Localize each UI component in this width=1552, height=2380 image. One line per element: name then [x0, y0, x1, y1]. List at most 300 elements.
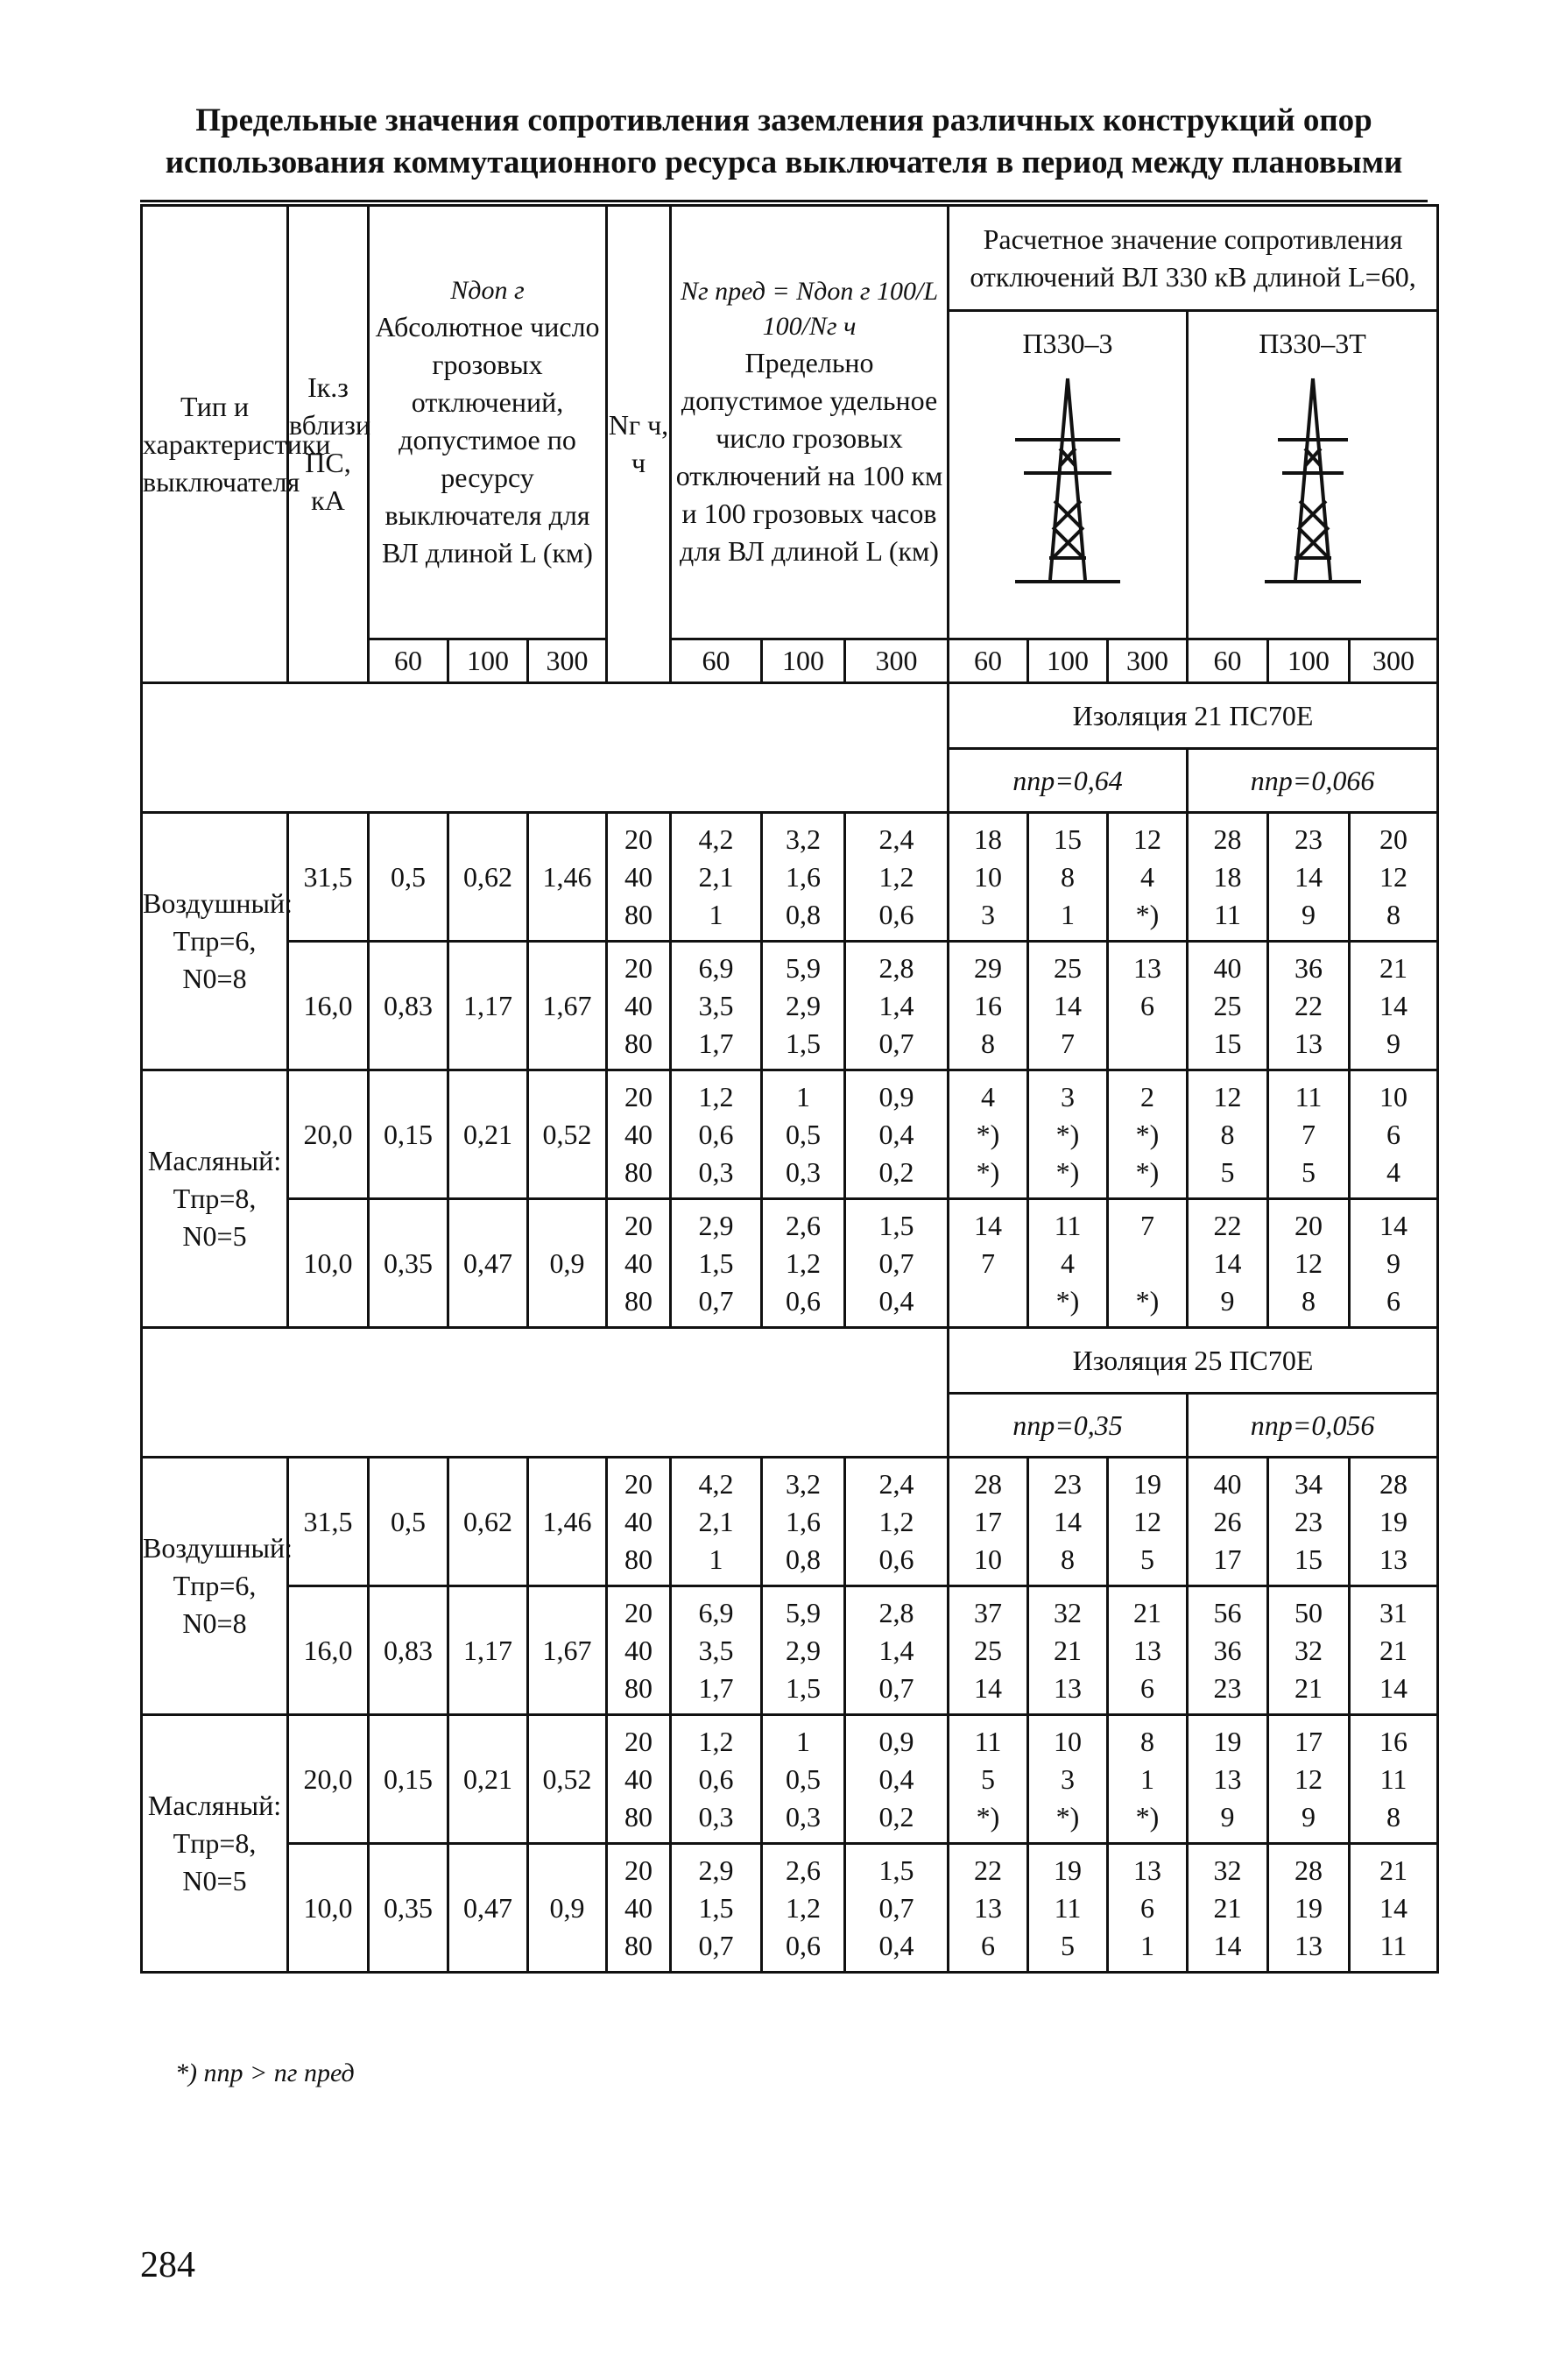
r1-value-line: 14 [974, 1209, 1002, 1241]
r1-value-line: 3 [1061, 1762, 1075, 1795]
header-resistance: Расчетное значение сопротивления отключений ВЛ 330 кВ длиной L=60, [949, 206, 1438, 311]
r1-value-line: 13 [1133, 1634, 1161, 1666]
r2-value-line: 6 [1386, 1118, 1401, 1150]
npred-value-line: 2,4 [878, 1467, 914, 1500]
ndop-value: 0,62 [448, 1458, 528, 1586]
r2-value-line: 15 [1213, 1027, 1242, 1059]
npred-value-line: 2,1 [698, 860, 734, 893]
npred-value [671, 813, 762, 942]
r1-value-line: 10 [974, 1543, 1002, 1575]
ndop-value: 0,5 [369, 813, 448, 942]
r1-value [949, 942, 1028, 1070]
r1-value-line [1109, 1025, 1186, 1063]
grounding-resistance-table [140, 204, 1439, 1974]
npr-tower-2: nпр=0,056 [1188, 1394, 1438, 1458]
ndop-value: 0,62 [448, 813, 528, 942]
r1-value-line: 32 [1054, 1596, 1082, 1628]
ik-value: 10,0 [288, 1199, 369, 1328]
r2-value-line: 20 [1295, 1209, 1323, 1241]
r2-value-line: 8 [1386, 898, 1401, 930]
ndop-value: 0,35 [369, 1199, 448, 1328]
r2-value-line: 36 [1295, 951, 1323, 984]
empty-cell [142, 683, 949, 813]
r2-value [1268, 1458, 1350, 1586]
table-row [142, 942, 1438, 1070]
npred-value [671, 1199, 762, 1328]
npred-value-line: 1,5 [786, 1671, 821, 1704]
r2-value [1350, 1844, 1438, 1973]
r1-value-line: 18 [974, 823, 1002, 855]
len-r1-100: 100 [1028, 639, 1108, 683]
r2-value-line: 40 [1213, 1467, 1242, 1500]
npred-value-line: 1,5 [878, 1854, 914, 1886]
npred-value-line: 2,8 [878, 1596, 914, 1628]
ngch-value-line: 40 [624, 989, 653, 1021]
ndop-value: 0,15 [369, 1070, 448, 1199]
ndop-value: 0,47 [448, 1844, 528, 1973]
page-title-line-1: Предельные значения сопротивления заземления различных конструкций опор [195, 102, 1372, 138]
table-body [142, 206, 1438, 1973]
ngch-value-line: 20 [624, 1596, 653, 1628]
r2-value-line: 22 [1213, 1209, 1242, 1241]
r2-value-line: 36 [1213, 1634, 1242, 1666]
ngch-value [607, 1199, 671, 1328]
r2-value-line: 4 [1386, 1155, 1401, 1188]
npred-value-line: 0,7 [878, 1891, 914, 1924]
footnote: *) nпр > nг пред [175, 2059, 355, 2087]
table-row [142, 1715, 1438, 1844]
r2-value-line: 17 [1213, 1543, 1242, 1575]
table-row [142, 1586, 1438, 1715]
r1-value-line: 8 [981, 1027, 995, 1059]
r1-value [1108, 942, 1188, 1070]
ngch-value-line: 40 [624, 1505, 653, 1537]
r1-value-line: *) [1135, 1284, 1160, 1317]
npred-value [762, 1070, 845, 1199]
npred-value-line: 0,6 [698, 1762, 734, 1795]
r2-value-line: 12 [1295, 1246, 1323, 1279]
ngch-value-line: 20 [624, 1725, 653, 1757]
r1-value [1028, 813, 1108, 942]
npred-value-line: 0,4 [878, 1118, 914, 1150]
r1-value [1028, 1715, 1108, 1844]
r2-value-line: 56 [1213, 1596, 1242, 1628]
r2-value-line: 8 [1302, 1284, 1316, 1317]
npred-value-line: 0,2 [878, 1800, 914, 1833]
r2-value-line: 12 [1213, 1080, 1242, 1112]
r2-value-line: 12 [1379, 860, 1408, 893]
npred-value-line: 0,7 [878, 1671, 914, 1704]
ngch-value [607, 942, 671, 1070]
len-r1-300: 300 [1108, 639, 1188, 683]
ndop-value: 0,15 [369, 1715, 448, 1844]
len-r1-60: 60 [949, 639, 1028, 683]
breaker-type: Воздушный: Tпр=6, N0=8 [142, 1458, 288, 1715]
npred-value [762, 1586, 845, 1715]
r2-value-line: 25 [1213, 989, 1242, 1021]
ndop-value: 0,52 [528, 1070, 607, 1199]
r2-value-line: 5 [1302, 1155, 1316, 1188]
r2-value-line: 16 [1379, 1725, 1408, 1757]
r1-value [1028, 1458, 1108, 1586]
r1-value-line: 28 [974, 1467, 1002, 1500]
r2-value-line: 17 [1295, 1725, 1323, 1757]
tower-1-label: П330–3 [1022, 328, 1113, 359]
r1-value-line: 7 [981, 1246, 995, 1279]
r2-value-line: 6 [1386, 1284, 1401, 1317]
page-title-line-2: использования коммутационного ресурса выключателя в период между плановыми [165, 145, 1403, 180]
npred-value-line: 2,8 [878, 951, 914, 984]
r1-value-line: 10 [974, 860, 1002, 893]
npred-value-line: 1 [709, 898, 723, 930]
r2-value-line: 34 [1295, 1467, 1323, 1500]
ngch-value-line: 80 [624, 1800, 653, 1833]
tower-p330-3-icon [1011, 370, 1125, 589]
len-r2-300: 300 [1350, 639, 1438, 683]
r2-value-line: 13 [1295, 1929, 1323, 1961]
r2-value [1268, 1199, 1350, 1328]
r1-value [1028, 1844, 1108, 1973]
r2-value-line: 19 [1379, 1505, 1408, 1537]
r2-value [1268, 1070, 1350, 1199]
r1-value-line: 10 [1054, 1725, 1082, 1757]
npred-value-line: 5,9 [786, 1596, 821, 1628]
r1-value-line: *) [976, 1155, 1000, 1188]
ndop-value: 0,52 [528, 1715, 607, 1844]
r2-value-line: 32 [1295, 1634, 1323, 1666]
npred-value-line: 4,2 [698, 1467, 734, 1500]
npred-value [671, 1715, 762, 1844]
npred-value-line: 1,6 [786, 1505, 821, 1537]
ndop-value: 0,5 [369, 1458, 448, 1586]
npr-tower-1: nпр=0,64 [949, 749, 1188, 813]
r2-value-line: 9 [1386, 1027, 1401, 1059]
npred-value-line: 0,5 [786, 1762, 821, 1795]
npred-value-line: 1 [796, 1080, 810, 1112]
r2-value-line: 9 [1302, 898, 1316, 930]
r2-value [1188, 942, 1268, 1070]
npred-value-line: 2,9 [786, 1634, 821, 1666]
len-npred-100: 100 [762, 639, 845, 683]
r1-value-line: 8 [1140, 1725, 1154, 1757]
npred-value [671, 942, 762, 1070]
npred-value-line: 2,6 [786, 1854, 821, 1886]
r1-value-line: 23 [1054, 1467, 1082, 1500]
npred-value-line: 2,1 [698, 1505, 734, 1537]
r1-value-line: 5 [1061, 1929, 1075, 1961]
npred-value-line: 0,3 [786, 1800, 821, 1833]
r1-value [949, 1586, 1028, 1715]
ndop-value: 0,9 [528, 1199, 607, 1328]
ndop-value: 0,83 [369, 1586, 448, 1715]
ngch-value-line: 40 [624, 1118, 653, 1150]
r1-value [949, 1715, 1028, 1844]
npred-value-line: 1,4 [878, 1634, 914, 1666]
len-npred-60: 60 [671, 639, 762, 683]
r1-value [1028, 1070, 1108, 1199]
header-npred-formula: Nг пред = Nдоп г 100/L 100/Nг ч [680, 277, 939, 341]
r1-value-line: *) [1135, 1800, 1160, 1833]
ngch-value-line: 20 [624, 823, 653, 855]
ndop-value: 1,17 [448, 1586, 528, 1715]
breaker-type: Масляный: Tпр=8, N0=5 [142, 1070, 288, 1328]
r2-value-line: 28 [1379, 1467, 1408, 1500]
npred-value-line: 0,7 [878, 1246, 914, 1279]
header-type: Тип и характеристики выключателя [142, 206, 288, 683]
r1-value-line: 17 [974, 1505, 1002, 1537]
r1-value-line: 3 [981, 898, 995, 930]
npred-value [845, 1070, 949, 1199]
r1-value-line: *) [1055, 1800, 1080, 1833]
header-tower-1 [949, 311, 1188, 639]
r1-value-line: 16 [974, 989, 1002, 1021]
r2-value-line: 8 [1220, 1118, 1235, 1150]
len-npred-300: 300 [845, 639, 949, 683]
ngch-value [607, 1586, 671, 1715]
r1-value-line: 4 [1140, 860, 1154, 893]
npred-value-line: 5,9 [786, 951, 821, 984]
npred-value [845, 1715, 949, 1844]
ngch-value-line: 40 [624, 1891, 653, 1924]
r1-value [949, 1844, 1028, 1973]
ik-value: 16,0 [288, 942, 369, 1070]
npred-value-line: 0,6 [786, 1929, 821, 1961]
r2-value [1188, 1715, 1268, 1844]
r2-value-line: 15 [1295, 1543, 1323, 1575]
r2-value-line: 23 [1213, 1671, 1242, 1704]
npred-value-line: 0,6 [698, 1118, 734, 1150]
len-ndop-100: 100 [448, 639, 528, 683]
ngch-value-line: 80 [624, 1543, 653, 1575]
npred-value [845, 1844, 949, 1973]
r1-value-line: *) [1135, 1155, 1160, 1188]
npred-value-line: 0,3 [786, 1155, 821, 1188]
npred-value-line: 1,2 [786, 1246, 821, 1279]
r2-value-line: 9 [1386, 1246, 1401, 1279]
r1-value-line: 7 [1061, 1027, 1075, 1059]
r2-value-line: 8 [1386, 1800, 1401, 1833]
insulation-row [142, 1328, 1438, 1394]
header-ndop [369, 206, 607, 639]
ndop-value: 1,46 [528, 1458, 607, 1586]
npr-tower-2: nпр=0,066 [1188, 749, 1438, 813]
ngch-value-line: 80 [624, 1929, 653, 1961]
ndop-value: 1,46 [528, 813, 607, 942]
npred-value-line: 0,6 [878, 1543, 914, 1575]
ngch-value-line: 20 [624, 951, 653, 984]
r1-value-line: 4 [1061, 1246, 1075, 1279]
page-number: 284 [140, 2245, 195, 2285]
npred-value [845, 813, 949, 942]
header-npred [671, 206, 949, 639]
r1-value-line: 25 [1054, 951, 1082, 984]
ngch-value-line: 40 [624, 1246, 653, 1279]
npred-value-line: 1,5 [698, 1891, 734, 1924]
r1-value [949, 1070, 1028, 1199]
npred-value-line: 1,2 [786, 1891, 821, 1924]
r1-value-line: 21 [1054, 1634, 1082, 1666]
npred-value [845, 1458, 949, 1586]
r1-value-line: 5 [981, 1762, 995, 1795]
npred-value-line: 3,2 [786, 823, 821, 855]
r2-value-line: 21 [1295, 1671, 1323, 1704]
npred-value-line: 0,3 [698, 1800, 734, 1833]
r2-value [1268, 942, 1350, 1070]
table-row [142, 1844, 1438, 1973]
table-row [142, 1458, 1438, 1586]
ngch-value-line: 80 [624, 1027, 653, 1059]
ndop-value: 1,67 [528, 1586, 607, 1715]
r1-value-line: 11 [1054, 1209, 1082, 1241]
r1-value-line: *) [1055, 1155, 1080, 1188]
header-ngch: Nг ч, ч [607, 206, 671, 683]
npred-value-line: 2,6 [786, 1209, 821, 1241]
r2-value-line: 20 [1379, 823, 1408, 855]
breaker-type: Воздушный: Tпр=6, N0=8 [142, 813, 288, 1070]
ik-value: 20,0 [288, 1070, 369, 1199]
r2-value [1350, 1458, 1438, 1586]
r2-value-line: 14 [1295, 860, 1323, 893]
r2-value-line: 40 [1213, 951, 1242, 984]
npred-value-line: 1,2 [878, 860, 914, 893]
r2-value-line: 23 [1295, 1505, 1323, 1537]
ik-value: 16,0 [288, 1586, 369, 1715]
npred-value-line: 2,9 [786, 989, 821, 1021]
r1-value-line: 6 [1140, 989, 1154, 1021]
r2-value [1188, 1844, 1268, 1973]
ngch-value [607, 1715, 671, 1844]
r1-value-line: 19 [1133, 1467, 1161, 1500]
npred-value-line: 0,9 [878, 1080, 914, 1112]
ngch-value-line: 20 [624, 1854, 653, 1886]
r1-value-line: 21 [1133, 1596, 1161, 1628]
r1-value-line: *) [1135, 1118, 1160, 1150]
r1-value-line: *) [1055, 1118, 1080, 1150]
r1-value-line: 12 [1133, 823, 1161, 855]
r1-value-line: 22 [974, 1854, 1002, 1886]
r1-value [1108, 1844, 1188, 1973]
r2-value-line: 11 [1379, 1929, 1407, 1961]
npred-value-line: 1 [709, 1543, 723, 1575]
r1-value [1108, 1586, 1188, 1715]
r2-value [1268, 813, 1350, 942]
r1-value-line [1109, 1245, 1186, 1282]
npred-value-line: 1,5 [698, 1246, 734, 1279]
r1-value-line: 14 [974, 1671, 1002, 1704]
npred-value-line: 1,5 [878, 1209, 914, 1241]
r2-value-line: 32 [1213, 1854, 1242, 1886]
table-row [142, 1199, 1438, 1328]
r1-value-line: *) [976, 1800, 1000, 1833]
r2-value-line: 21 [1379, 1634, 1408, 1666]
len-ndop-300: 300 [528, 639, 607, 683]
npred-value-line: 1,2 [878, 1505, 914, 1537]
r1-value-line: 6 [981, 1929, 995, 1961]
ik-value: 31,5 [288, 813, 369, 942]
r1-value-line: 4 [981, 1080, 995, 1112]
r2-value-line: 19 [1213, 1725, 1242, 1757]
npred-value [845, 1199, 949, 1328]
npred-value-line: 1,6 [786, 860, 821, 893]
r2-value [1268, 1844, 1350, 1973]
r2-value-line: 11 [1379, 1762, 1407, 1795]
npred-value [762, 1199, 845, 1328]
ndop-value: 0,21 [448, 1070, 528, 1199]
ik-value: 31,5 [288, 1458, 369, 1586]
npred-value-line: 1,7 [698, 1671, 734, 1704]
ngch-value [607, 1070, 671, 1199]
r2-value [1268, 1715, 1350, 1844]
ngch-value-line: 40 [624, 1762, 653, 1795]
tower-p330-3t-icon [1256, 370, 1370, 589]
r1-value-line: *) [1055, 1284, 1080, 1317]
header-ik: Iк.з вблизи ПС, кА [288, 206, 369, 683]
ngch-value-line: 80 [624, 1155, 653, 1188]
tower-2-label: П330–3Т [1259, 328, 1366, 359]
npred-value-line: 1,5 [786, 1027, 821, 1059]
r1-value-line: 37 [974, 1596, 1002, 1628]
r2-value [1350, 1199, 1438, 1328]
r2-value [1188, 1458, 1268, 1586]
r2-value-line: 10 [1379, 1080, 1408, 1112]
ngch-value-line: 40 [624, 1634, 653, 1666]
r2-value-line: 14 [1213, 1929, 1242, 1961]
npred-value [762, 942, 845, 1070]
ngch-value-line: 80 [624, 898, 653, 930]
r2-value [1350, 1715, 1438, 1844]
r2-value-line: 13 [1213, 1762, 1242, 1795]
r2-value-line: 50 [1295, 1596, 1323, 1628]
r1-value-line: 1 [1140, 1929, 1154, 1961]
r1-value-line: 12 [1133, 1505, 1161, 1537]
ik-value: 10,0 [288, 1844, 369, 1973]
npred-value-line: 0,9 [878, 1725, 914, 1757]
ngch-value-line: 20 [624, 1080, 653, 1112]
r2-value-line: 18 [1213, 860, 1242, 893]
npred-value-line: 0,8 [786, 1543, 821, 1575]
ndop-value: 0,35 [369, 1844, 448, 1973]
r1-value-line: 13 [1133, 951, 1161, 984]
r2-value-line: 13 [1295, 1027, 1323, 1059]
insulation-label: Изоляция 21 ПС70Е [949, 683, 1438, 749]
npred-value-line: 0,5 [786, 1118, 821, 1150]
r2-value [1350, 942, 1438, 1070]
r1-value [1108, 1199, 1188, 1328]
breaker-type: Масляный: Tпр=8, N0=5 [142, 1715, 288, 1973]
r1-value [1028, 1586, 1108, 1715]
npred-value-line: 0,8 [786, 898, 821, 930]
r1-value [1108, 1458, 1188, 1586]
len-r2-60: 60 [1188, 639, 1268, 683]
npred-value-line: 1,2 [698, 1725, 734, 1757]
header-npred-desc: Предельно допустимое удельное число грозовых отключений на 100 км и 100 грозовых часов для ВЛ длиной L (км) [675, 347, 943, 567]
npred-value [762, 813, 845, 942]
r1-value-line: 19 [1054, 1854, 1082, 1886]
r1-value [1028, 1199, 1108, 1328]
npred-value-line: 2,9 [698, 1854, 734, 1886]
table-row [142, 813, 1438, 942]
ik-value: 20,0 [288, 1715, 369, 1844]
len-r2-100: 100 [1268, 639, 1350, 683]
title-rule [140, 200, 1428, 202]
r1-value-line: 13 [1133, 1854, 1161, 1886]
r1-value [1108, 1070, 1188, 1199]
r1-value-line [949, 1282, 1026, 1320]
r1-value-line: 15 [1054, 823, 1082, 855]
r1-value-line: 29 [974, 951, 1002, 984]
r1-value-line: *) [976, 1118, 1000, 1150]
r1-value-line: 1 [1140, 1762, 1154, 1795]
